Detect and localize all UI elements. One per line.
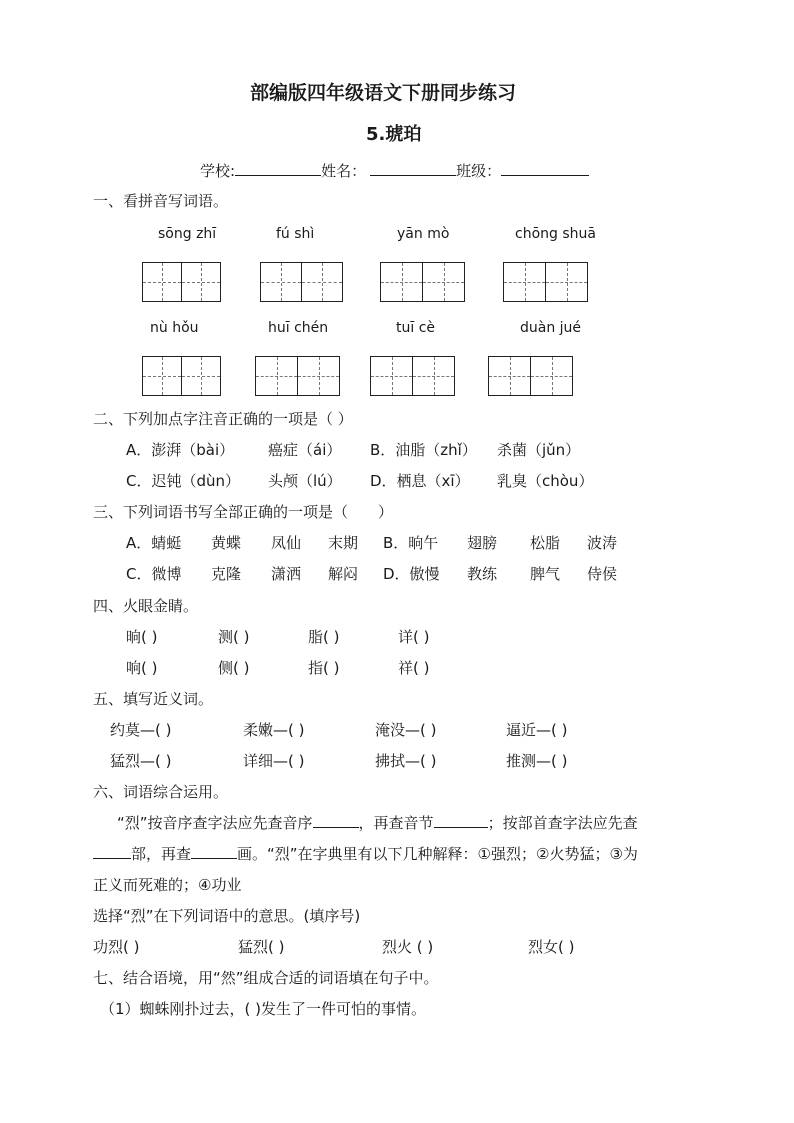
word: 脾气 [530, 565, 561, 583]
page-title: 部编版四年级语文下册同步练习 [250, 82, 517, 104]
char-blank[interactable]: 祥( ) [398, 659, 430, 677]
bihua-blank[interactable] [191, 844, 237, 859]
option-d-2: 乳臭（chòu） [497, 472, 594, 490]
option-c-1: C．迟钝（dùn） [126, 472, 241, 490]
meaning-blank[interactable]: 猛烈( ) [238, 938, 285, 956]
pinyin-2: fú shì [276, 226, 315, 242]
synonym-blank[interactable]: 猛烈—( ) [110, 752, 172, 770]
class-blank[interactable] [501, 161, 589, 176]
tian-grid-5[interactable] [142, 356, 221, 396]
pinyin-5: nù hǒu [150, 320, 199, 336]
school-label: 学校: [200, 162, 236, 180]
school-blank[interactable] [235, 161, 321, 176]
pinyin-6: huī chén [268, 320, 329, 336]
char-blank[interactable]: 测( ) [218, 628, 250, 646]
section-5-heading: 五、填写近义词。 [93, 690, 214, 708]
pinyin-1: sōng zhī [158, 226, 217, 242]
meaning-blank[interactable]: 烈火 ( ) [382, 938, 434, 956]
word: B．晌午 [383, 534, 439, 552]
pinyin-7: tuī cè [396, 320, 436, 336]
pinyin-4: chōng shuā [515, 226, 596, 242]
char-blank[interactable]: 响( ) [126, 659, 158, 677]
tian-grid-2[interactable] [260, 262, 343, 302]
option-b-2: 杀菌（jǔn） [497, 441, 581, 459]
name-label: 姓名： [321, 162, 367, 180]
tian-grid-6[interactable] [255, 356, 340, 396]
option-a-1: A．澎湃（bài） [126, 441, 235, 459]
section-4-heading: 四、火眼金睛。 [93, 597, 199, 615]
option-d-1: D．栖息（xī） [370, 472, 470, 490]
student-info [200, 160, 589, 181]
section-7-heading: 七、结合语境，用“然”组成合适的词语填在句子中。 [93, 969, 439, 987]
lesson-title: 5.琥珀 [366, 124, 422, 145]
char-blank[interactable]: 晌( ) [126, 628, 158, 646]
tian-grid-4[interactable] [503, 262, 588, 302]
dictionary-question-line-3: 正义而死难的；④功业 [93, 876, 242, 894]
tian-grid-3[interactable] [380, 262, 465, 302]
word: 解闷 [328, 565, 359, 583]
char-blank[interactable]: 侧( ) [218, 659, 250, 677]
name-blank[interactable] [370, 161, 456, 176]
meaning-blank[interactable]: 功烈( ) [93, 938, 140, 956]
char-blank[interactable]: 脂( ) [308, 628, 340, 646]
synonym-blank[interactable]: 拂拭—( ) [375, 752, 437, 770]
choose-meaning-instruction: 选择“烈”在下列词语中的意思。(填序号) [93, 907, 361, 925]
synonym-blank[interactable]: 约莫—( ) [110, 721, 172, 739]
word: D．傲慢 [383, 565, 440, 583]
sentence-1[interactable]: （1）蜘蛛刚扑过去，( )发生了一件可怕的事情。 [100, 1000, 427, 1018]
synonym-blank[interactable]: 淹没—( ) [375, 721, 437, 739]
word: 教练 [467, 565, 498, 583]
option-c-2: 头颅（lú） [268, 472, 342, 490]
section-3-heading: 三、下列词语书写全部正确的一项是（ ） [93, 503, 394, 521]
tian-grid-7[interactable] [370, 356, 455, 396]
option-b-1: B．油脂（zhǐ） [370, 441, 477, 459]
pinyin-3: yān mò [397, 226, 450, 242]
word: 末期 [328, 534, 359, 552]
char-blank[interactable]: 详( ) [398, 628, 430, 646]
section-2-heading: 二、下列加点字注音正确的一项是（ ） [93, 410, 353, 428]
bushou-blank[interactable] [93, 844, 131, 859]
dictionary-question-line-2: 部，再查 画。“烈”在字典里有以下几种解释：①强烈；②火势猛；③为 [93, 843, 638, 864]
word: 松脂 [530, 534, 561, 552]
word: 凤仙 [271, 534, 302, 552]
section-6-heading: 六、词语综合运用。 [93, 783, 229, 801]
tian-grid-1[interactable] [142, 262, 221, 302]
dictionary-question-line-1: “烈”按音序查字法应先查音序 ，再查音节 ；按部首查字法应先查 [117, 814, 638, 832]
option-a-2: 癌症（ái） [268, 441, 342, 459]
yinxu-blank[interactable] [313, 813, 359, 828]
char-blank[interactable]: 指( ) [308, 659, 340, 677]
word: 翅膀 [467, 534, 498, 552]
yinjie-blank[interactable] [434, 813, 488, 828]
word: 潇洒 [271, 565, 302, 583]
word: 侍侯 [587, 565, 618, 583]
section-1-heading: 一、看拼音写词语。 [93, 192, 229, 210]
synonym-blank[interactable]: 逼近—( ) [506, 721, 568, 739]
pinyin-8: duàn jué [520, 320, 582, 336]
meaning-blank[interactable]: 烈女( ) [528, 938, 575, 956]
word: 黄蝶 [211, 534, 242, 552]
tian-grid-8[interactable] [488, 356, 573, 396]
word: A．蜻蜓 [126, 534, 182, 552]
synonym-blank[interactable]: 详细—( ) [243, 752, 305, 770]
word: 波涛 [587, 534, 618, 552]
synonym-blank[interactable]: 推测—( ) [506, 752, 568, 770]
synonym-blank[interactable]: 柔嫩—( ) [243, 721, 305, 739]
word: 克隆 [211, 565, 242, 583]
class-label: 班级： [456, 162, 502, 180]
word: C．微博 [126, 565, 182, 583]
